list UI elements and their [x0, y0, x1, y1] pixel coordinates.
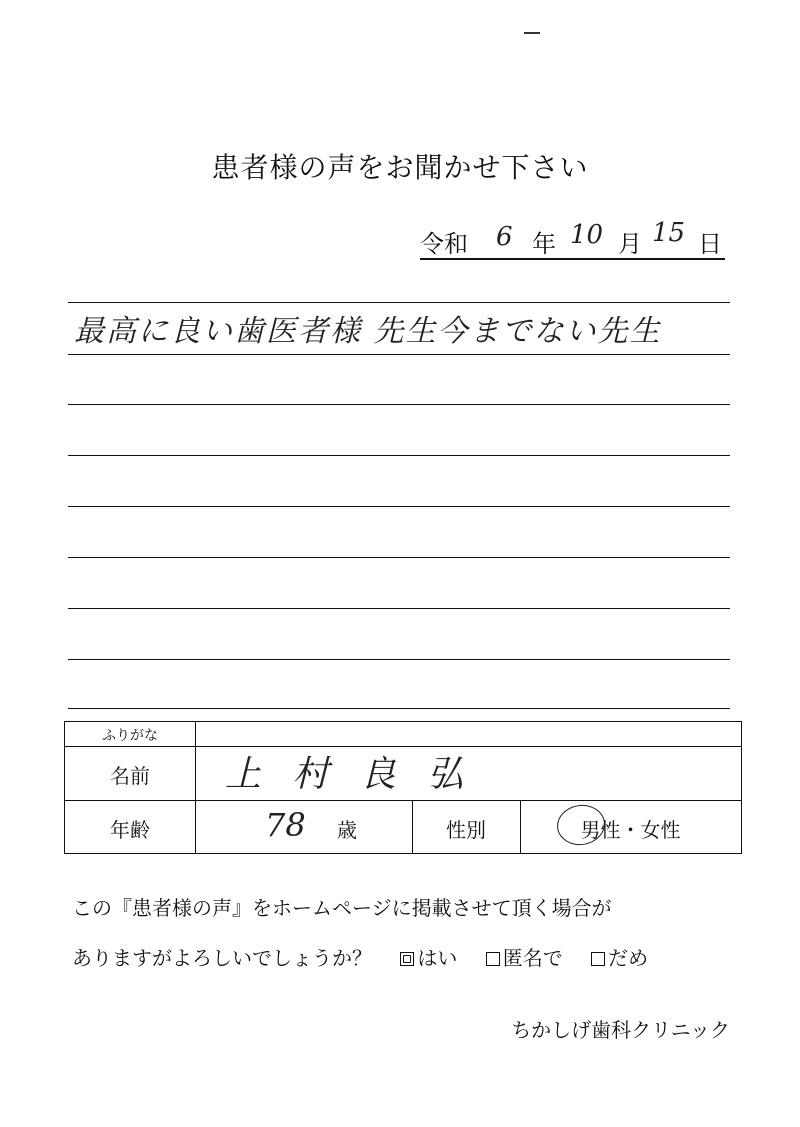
comment-line — [68, 404, 730, 405]
table-divider — [65, 800, 741, 801]
comment-line — [68, 354, 730, 355]
name-value: 上 村 良 弘 — [225, 754, 474, 795]
checkbox-checked-icon[interactable] — [400, 952, 414, 966]
date-year-value: 6 — [496, 222, 513, 252]
date-month-unit: 月 — [618, 230, 642, 258]
consent-option-yes[interactable] — [400, 946, 457, 970]
consent-option-no[interactable] — [591, 946, 648, 970]
comment-line — [68, 302, 730, 303]
comment-line — [68, 659, 730, 660]
consent-question-line-1: この『患者様の声』をホームページに掲載させて頂く場合が — [72, 896, 612, 920]
consent-question-line-2 — [72, 942, 648, 971]
page-title: 患者様の声をお聞かせ下さい — [211, 151, 589, 184]
option-label: だめ — [608, 946, 649, 970]
comment-line — [68, 455, 730, 456]
date-year-unit: 年 — [532, 230, 556, 258]
table-divider — [195, 722, 196, 853]
comment-line — [68, 608, 730, 609]
gender-label: 性別 — [446, 818, 486, 842]
comment-line — [68, 557, 730, 558]
age-unit: 歳 — [337, 818, 357, 842]
comment-line — [68, 708, 730, 709]
patient-info-table — [64, 721, 742, 854]
gender-options: 男性・女性 — [580, 818, 681, 842]
date-day-unit: 日 — [698, 230, 722, 258]
comment-line-1-text: 最高に良い歯医者様 先生今までない先生 — [74, 314, 662, 349]
date-era: 令和 — [420, 230, 468, 258]
clinic-name: ちかしげ歯科クリニック — [511, 1018, 730, 1042]
option-label: はい — [417, 946, 458, 970]
option-label: 匿名で — [502, 946, 563, 970]
furigana-label: ふりがな — [102, 728, 158, 744]
date-line — [420, 218, 725, 260]
checkbox-icon[interactable] — [591, 952, 605, 966]
consent-question-text: ありますがよろしいでしょうか？ — [72, 946, 372, 970]
comment-line — [68, 506, 730, 507]
age-label: 年齢 — [110, 818, 150, 842]
age-value: 78 — [265, 806, 306, 844]
date-month-value: 10 — [570, 220, 604, 250]
scan-speck — [524, 32, 540, 34]
name-label: 名前 — [110, 764, 150, 788]
consent-option-anonymous[interactable] — [486, 946, 563, 970]
date-day-value: 15 — [652, 218, 686, 248]
checkbox-icon[interactable] — [486, 952, 500, 966]
